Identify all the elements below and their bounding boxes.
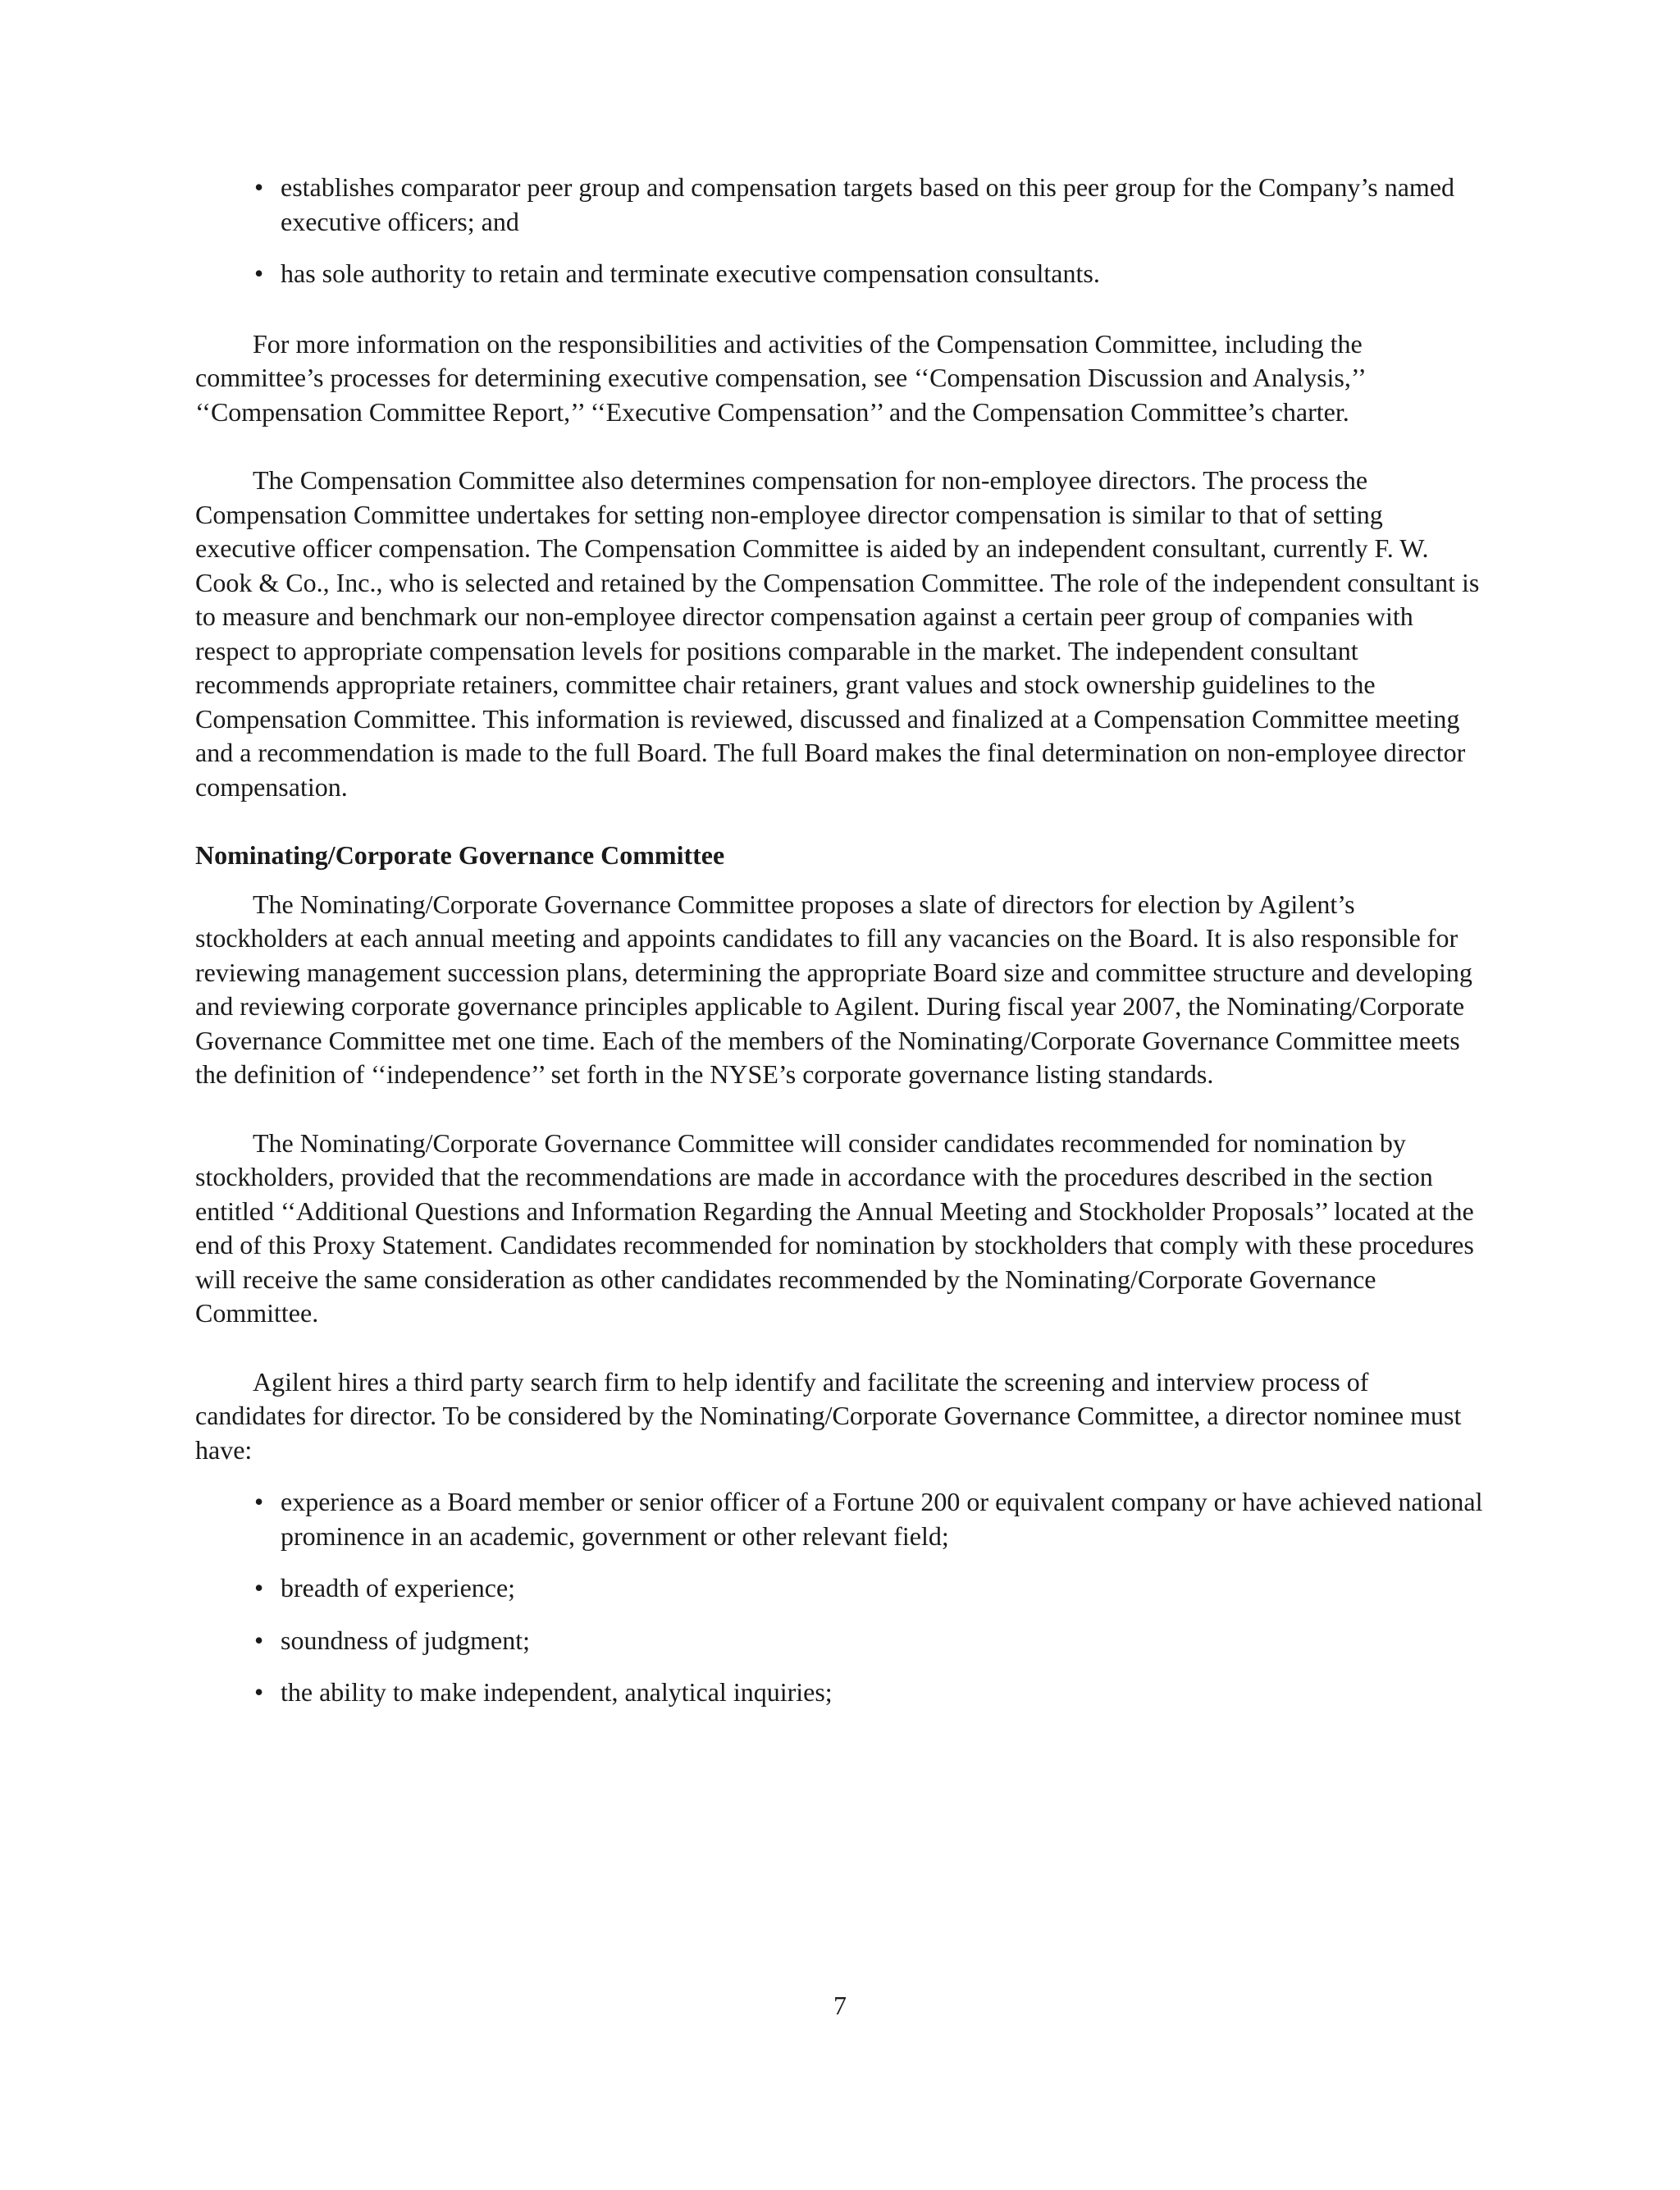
bullet-list-top: [195, 171, 1485, 291]
bullet-marker: •: [254, 1677, 264, 1707]
paragraph-compensation-info: For more information on the responsibilities and activities of the Compensation Committee, including the committee’s processes for determining executive compensation, see ‘‘Compensation Discussion and Analysis,’’ ‘‘Compensation Committee Report,’’ ‘‘Executive Compensation’’ and the Compensation Committee’s charter.: [195, 328, 1365, 427]
section-heading: Nominating/Corporate Governance Committee: [195, 840, 725, 870]
list-item-text: experience as a Board member or senior officer of a Fortune 200 or equivalent company or have achieved national prominence in an academic, government or other relevant field;: [281, 1487, 1483, 1551]
list-item-text: breadth of experience;: [281, 1573, 516, 1602]
list-item-text: establishes comparator peer group and compensation targets based on this peer group for the Company’s named executive officers; and: [281, 172, 1455, 236]
bullet-marker: •: [254, 172, 264, 202]
list-item: [195, 171, 1485, 239]
paragraph-director-compensation: The Compensation Committee also determines compensation for non-employee directors. The process the Compensation Committee undertakes for setting non-employee director compensation is similar to that of setting executive officer compensation. The Compensation Committee is aided by an independent consultant, currently F. W. Cook & Co., Inc., who is selected and retained by the Compensation Committee. The role of the independent consultant is to measure and benchmark our non-employee director compensation against a certain peer group of companies with respect to appropriate compensation levels for positions comparable in the market. The independent consultant recommends appropriate retainers, committee chair retainers, grant values and stock ownership guidelines to the Compensation Committee. This information is reviewed, discussed and finalized at a Compensation Committee meeting and a recommendation is made to the full Board. The full Board makes the final determination on non-employee director compensation.: [195, 465, 1480, 802]
list-item-text: soundness of judgment;: [281, 1625, 530, 1655]
bullet-marker: •: [254, 1487, 264, 1516]
list-item: [195, 1676, 1485, 1710]
bullet-list-bottom: [195, 1485, 1485, 1710]
bullet-marker: •: [254, 1573, 264, 1602]
page-number: 7: [833, 1991, 847, 2020]
list-item: [195, 1624, 1485, 1658]
list-item-text: has sole authority to retain and terminate executive compensation consultants.: [281, 258, 1100, 288]
list-item: [195, 1571, 1485, 1606]
bullet-marker: •: [254, 1625, 264, 1655]
document-page: [195, 171, 1485, 1728]
list-item: [195, 1485, 1485, 1553]
bullet-marker: •: [254, 258, 264, 288]
paragraph-stockholder-candidates: The Nominating/Corporate Governance Committee will consider candidates recommended for nomination by stockholders, provided that the recommendations are made in accordance with the procedures described in the section entitled ‘‘Additional Questions and Information Regarding the Annual Meeting and Stockholder Proposals’’ located at the end of this Proxy Statement. Candidates recommended for nomination by stockholders that comply with these procedures will receive the same consideration as other candidates recommended by the Nominating/Corporate Governance Committee.: [195, 1127, 1474, 1328]
paragraph-nominating-role: The Nominating/Corporate Governance Committee proposes a slate of directors for election by Agilent’s stockholders at each annual meeting and appoints candidates to fill any vacancies on the Board. It is also responsible for reviewing management succession plans, determining the appropriate Board size and committee structure and developing and reviewing corporate governance principles applicable to Agilent. During fiscal year 2007, the Nominating/Corporate Governance Committee met one time. Each of the members of the Nominating/Corporate Governance Committee meets the definition of ‘‘independence’’ set forth in the NYSE’s corporate governance listing standards.: [195, 889, 1472, 1089]
paragraph-search-firm: Agilent hires a third party search firm to help identify and facilitate the screening and interview process of candidates for director. To be considered by the Nominating/Corporate Governance Committee, a director nominee must have:: [195, 1366, 1462, 1465]
list-item-text: the ability to make independent, analytical inquiries;: [281, 1677, 833, 1707]
list-item: [195, 257, 1485, 291]
